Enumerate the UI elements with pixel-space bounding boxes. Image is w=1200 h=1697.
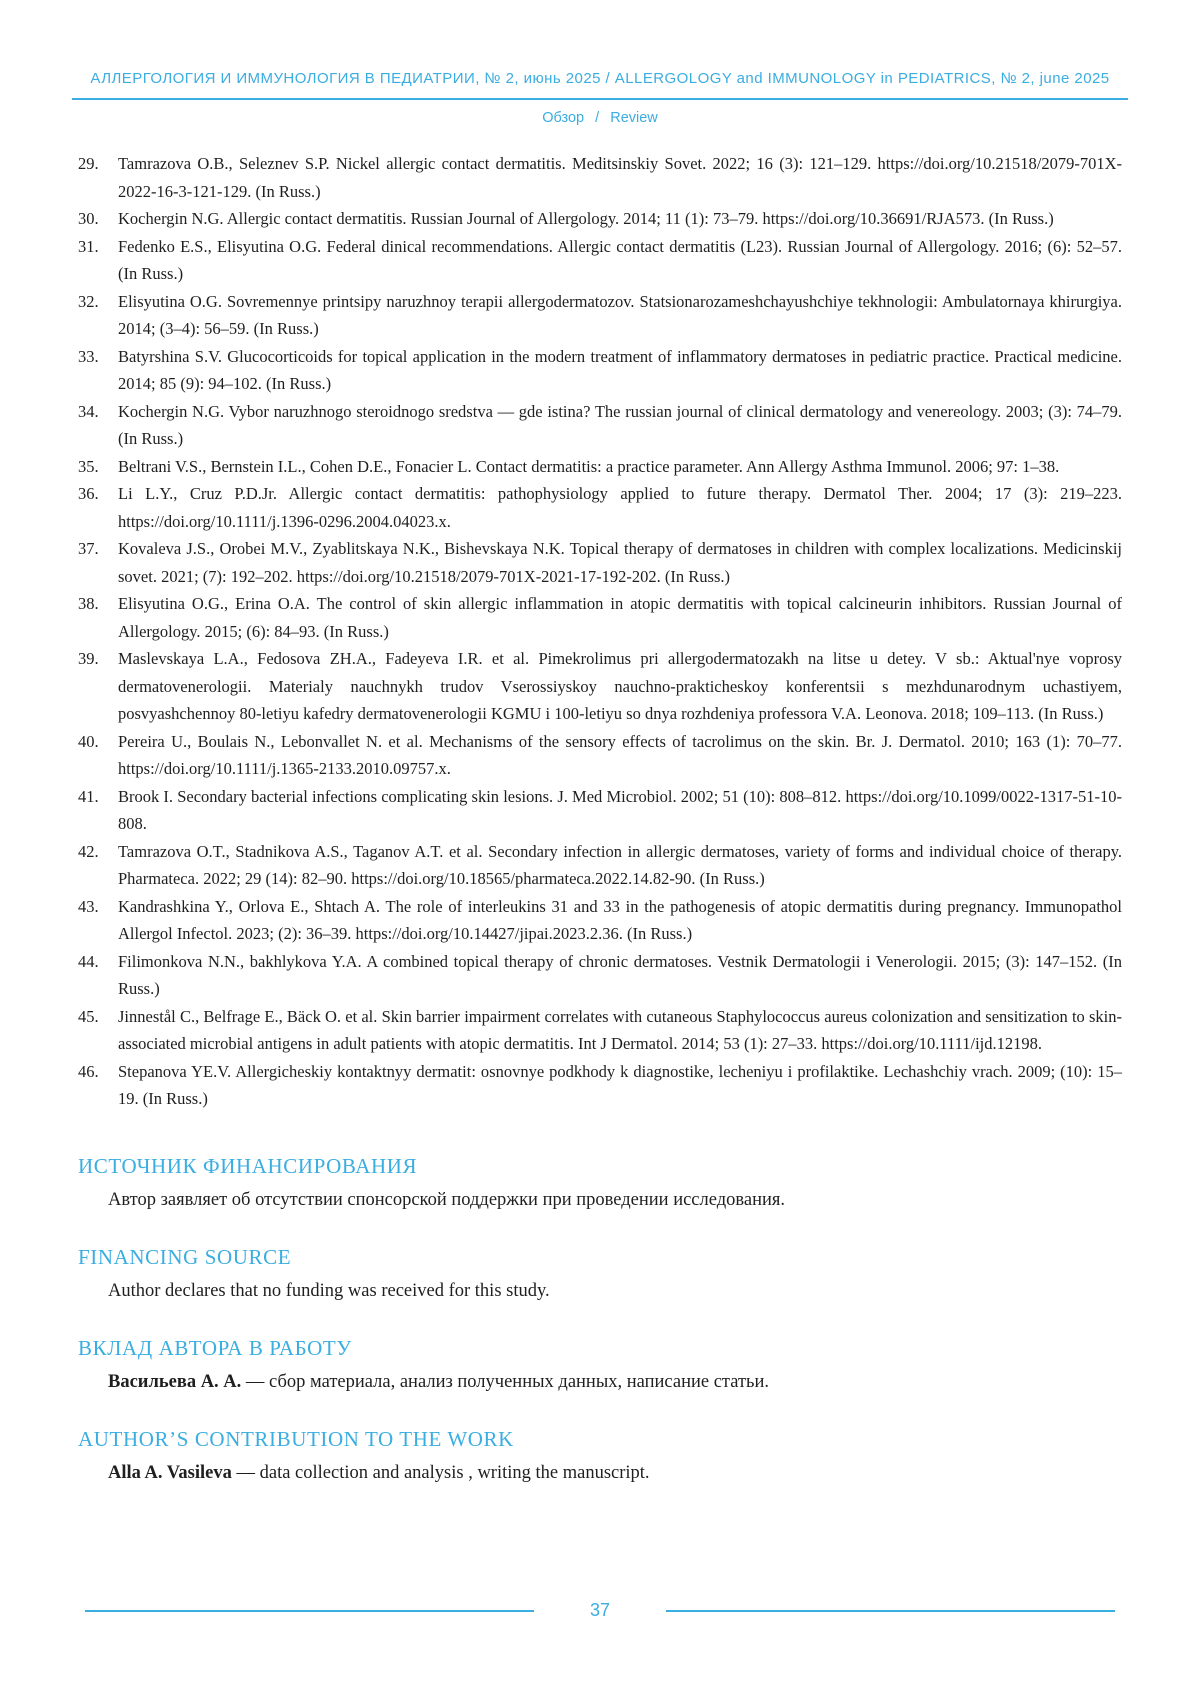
reference-text: Elisyutina O.G. Sovremennye printsipy naruzhnoy terapii allergodermatozov. Statsionarozameshchayushchiye tekhnologii: Ambulatornaya khirurgiya. 2014; (3–4): 56–59. (In Russ.) bbox=[118, 291, 1122, 338]
reference-number: 41. bbox=[78, 786, 99, 806]
reference-number: 36. bbox=[78, 484, 99, 503]
reference-text: Jinnestål C., Belfrage E., Bäck O. et al. Skin barrier impairment correlates with cutaneous Staphylococcus aureus colonization and sensitization to skin-associated microbial antigens in adult patients with atopic dermatitis. Int J Dermatol. 2014; 53 (1): 27–33. https://doi.org/10.1111/ijd.12198. bbox=[118, 1006, 1122, 1053]
reference-item bbox=[78, 398, 1122, 453]
author-name: Васильева А. А. bbox=[108, 1371, 242, 1392]
page-number: 37 bbox=[589, 1600, 611, 1620]
reference-text: Li L.Y., Cruz P.D.Jr. Allergic contact dermatitis: pathophysiology applied to future therapy. Dermatol Ther. 2004; 17 (3): 219–223. https://doi.org/10.1111/j.1396-0296.2004.04023.x. bbox=[118, 484, 1122, 531]
reference-number: 44. bbox=[78, 951, 99, 971]
reference-number: 43. bbox=[78, 896, 99, 916]
footer-divider-right bbox=[666, 1610, 1115, 1612]
reference-number: 32. bbox=[78, 291, 99, 311]
section-body bbox=[78, 1369, 1122, 1396]
reference-item bbox=[78, 948, 1122, 1003]
reference-text: Kovaleva J.S., Orobei M.V., Zyablitskaya N.K., Bishevskaya N.K. Topical therapy of dermatoses in children with complex localizations. Medicinskij sovet. 2021; (7): 192–202. https://doi.org/10.21518/2079-701X-2021-17-192-202. (In Russ.) bbox=[118, 539, 1122, 586]
reference-item bbox=[78, 205, 1122, 233]
author-name: Alla A. Vasileva bbox=[108, 1462, 232, 1483]
reference-text: Fedenko E.S., Elisyutina O.G. Federal dinical recommendations. Allergic contact dermatitis (L23). Russian Journal of Allergology. 2016; (6): 52–57. (In Russ.) bbox=[118, 236, 1122, 283]
section-body-text: — data collection and analysis , writing the manuscript. bbox=[231, 1462, 650, 1483]
reference-number: 33. bbox=[78, 346, 99, 366]
section bbox=[78, 1426, 1122, 1487]
reference-number: 37. bbox=[78, 539, 99, 558]
reference-item bbox=[78, 783, 1122, 838]
section-body: Автор заявляет об отсутствии спонсорской поддержки при проведении исследования. bbox=[108, 1189, 786, 1210]
article-type-en: Review bbox=[610, 110, 658, 126]
reference-number: 46. bbox=[78, 1061, 99, 1081]
reference-text: Kandrashkina Y., Orlova E., Shtach A. The role of interleukins 31 and 33 in the pathogenesis of atopic dermatitis during pregnancy. Immunopathol Allergol Infectol. 2023; (2): 36–39. https://doi.org/10.14427/jipai.2023.2.36. (In Russ.) bbox=[118, 896, 1122, 943]
section bbox=[78, 1244, 1122, 1305]
article-type-line bbox=[0, 110, 1200, 126]
reference-text: Batyrshina S.V. Glucocorticoids for topical application in the modern treatment of inflammatory dermatoses in pediatric practice. Practical medicine. 2014; 85 (9): 94–102. (In Russ.) bbox=[118, 346, 1122, 393]
reference-text: Elisyutina O.G., Erina O.A. The control of skin allergic inflammation in atopic dermatitis with topical calcineurin inhibitors. Russian Journal of Allergology. 2015; (6): 84–93. (In Russ.) bbox=[118, 594, 1122, 641]
reference-item bbox=[78, 1003, 1122, 1058]
reference-item bbox=[78, 453, 1122, 481]
reference-text: Brook I. Secondary bacterial infections complicating skin lesions. J. Med Microbiol. 2002; 51 (10): 808–812. https://doi.org/10.1099/0022-1317-51-10-808. bbox=[118, 786, 1122, 833]
references-list bbox=[78, 150, 1122, 1113]
reference-number: 35. bbox=[78, 456, 99, 476]
reference-text: Tamrazova O.T., Stadnikova A.S., Taganov A.T. et al. Secondary infection in allergic dermatoses, variety of forms and individual choice of therapy. Pharmateca. 2022; 29 (14): 82–90. https://doi.org/10.18565/pharmateca.2022.14.82-90. (In Russ.) bbox=[118, 841, 1122, 888]
section bbox=[78, 1153, 1122, 1214]
journal-title-line: АЛЛЕРГОЛОГИЯ И ИММУНОЛОГИЯ В ПЕДИАТРИИ, № 2, июнь 2025 / ALLERGOLOGY and IMMUNOLOGY in PEDIATRICS, № 2, june 2025 bbox=[90, 70, 1110, 87]
section-body-text: — сбор материала, анализ полученных данных, написание статьи. bbox=[241, 1371, 770, 1392]
reference-text: Maslevskaya L.A., Fedosova ZH.A., Fadeyeva I.R. et al. Pimekrolimus pri allergodermatozakh na litse u detey. V sb.: Aktual'nye voprosy dermatovenerologii. Materialy nauchnykh trudov Vserossiyskoy nauchno-prakticheskoy konferentsii s mezhdunarodnym uchastiyem, posvyashchennoy 80-letiyu kafedry dermatovenerologii KGMU i 100-letiyu so dnya rozhdeniya professora V.A. Leonova. 2018; 109–113. (In Russ.) bbox=[118, 649, 1122, 723]
section-heading: ВКЛАД АВТОРА В РАБОТУ bbox=[78, 1335, 352, 1360]
reference-text: Kochergin N.G. Vybor naruzhnogo steroidnogo sredstva — gde istina? The russian journal of clinical dermatology and venereology. 2003; (3): 74–79. (In Russ.) bbox=[118, 401, 1122, 448]
reference-item bbox=[78, 728, 1122, 783]
reference-item bbox=[78, 590, 1122, 645]
reference-item bbox=[78, 535, 1122, 590]
reference-number: 42. bbox=[78, 841, 99, 861]
reference-number: 45. bbox=[78, 1006, 99, 1026]
section-body: Author declares that no funding was received for this study. bbox=[108, 1280, 550, 1301]
section-body bbox=[78, 1460, 1122, 1487]
reference-text: Stepanova YE.V. Allergicheskiy kontaktnyy dermatit: osnovnye podkhody k diagnostike, lecheniyu i profilaktike. Lechashchiy vrach. 2009; (10): 15–19. (In Russ.) bbox=[118, 1061, 1122, 1108]
reference-item bbox=[78, 480, 1122, 535]
reference-text: Pereira U., Boulais N., Lebonvallet N. et al. Mechanisms of the sensory effects of tacrolimus on the skin. Br. J. Dermatol. 2010; 163 (1): 70–77. https://doi.org/10.1111/j.1365-2133.2010.09757.x. bbox=[118, 731, 1122, 778]
reference-item bbox=[78, 1058, 1122, 1113]
reference-number: 34. bbox=[78, 401, 99, 421]
reference-item bbox=[78, 645, 1122, 728]
reference-text: Filimonkova N.N., bakhlykova Y.A. A combined topical therapy of chronic dermatoses. Vestnik Dermatologii i Venerologii. 2015; (3): 147–152. (In Russ.) bbox=[118, 951, 1122, 998]
header-divider-line bbox=[72, 98, 1128, 100]
section-heading: ИСТОЧНИК ФИНАНСИРОВАНИЯ bbox=[78, 1153, 418, 1178]
article-type-divider: / bbox=[595, 110, 600, 126]
reference-item bbox=[78, 838, 1122, 893]
page-header bbox=[0, 0, 1200, 126]
reference-text: Beltrani V.S., Bernstein I.L., Cohen D.E., Fonacier L. Contact dermatitis: a practice parameter. Ann Allergy Asthma Immunol. 2006; 97: 1–38. bbox=[118, 456, 1060, 476]
reference-number: 30. bbox=[78, 209, 99, 228]
reference-item bbox=[78, 288, 1122, 343]
article-type-ru: Обзор bbox=[542, 110, 585, 126]
section bbox=[78, 1335, 1122, 1396]
page-footer bbox=[85, 1600, 1115, 1621]
reference-item bbox=[78, 233, 1122, 288]
reference-item bbox=[78, 893, 1122, 948]
reference-number: 39. bbox=[78, 649, 99, 668]
reference-text: Kochergin N.G. Allergic contact dermatitis. Russian Journal of Allergology. 2014; 11 (1): 73–79. https://doi.org/10.36691/RJA573. (In Russ.) bbox=[118, 209, 1054, 228]
reference-number: 29. bbox=[78, 154, 99, 173]
reference-item bbox=[78, 343, 1122, 398]
section-heading: AUTHOR’S CONTRIBUTION TO THE WORK bbox=[78, 1426, 514, 1451]
reference-number: 40. bbox=[78, 731, 99, 751]
footer-divider-left bbox=[85, 1610, 534, 1612]
section-heading: FINANCING SOURCE bbox=[78, 1244, 292, 1269]
reference-number: 38. bbox=[78, 594, 99, 613]
reference-item bbox=[78, 150, 1122, 205]
reference-text: Tamrazova O.B., Seleznev S.P. Nickel allergic contact dermatitis. Meditsinskiy Sovet. 2022; 16 (3): 121–129. https://doi.org/10.21518/2079-701X-2022-16-3-121-129. (In Russ.) bbox=[118, 154, 1122, 201]
reference-number: 31. bbox=[78, 236, 99, 256]
sections-block bbox=[78, 1153, 1122, 1487]
